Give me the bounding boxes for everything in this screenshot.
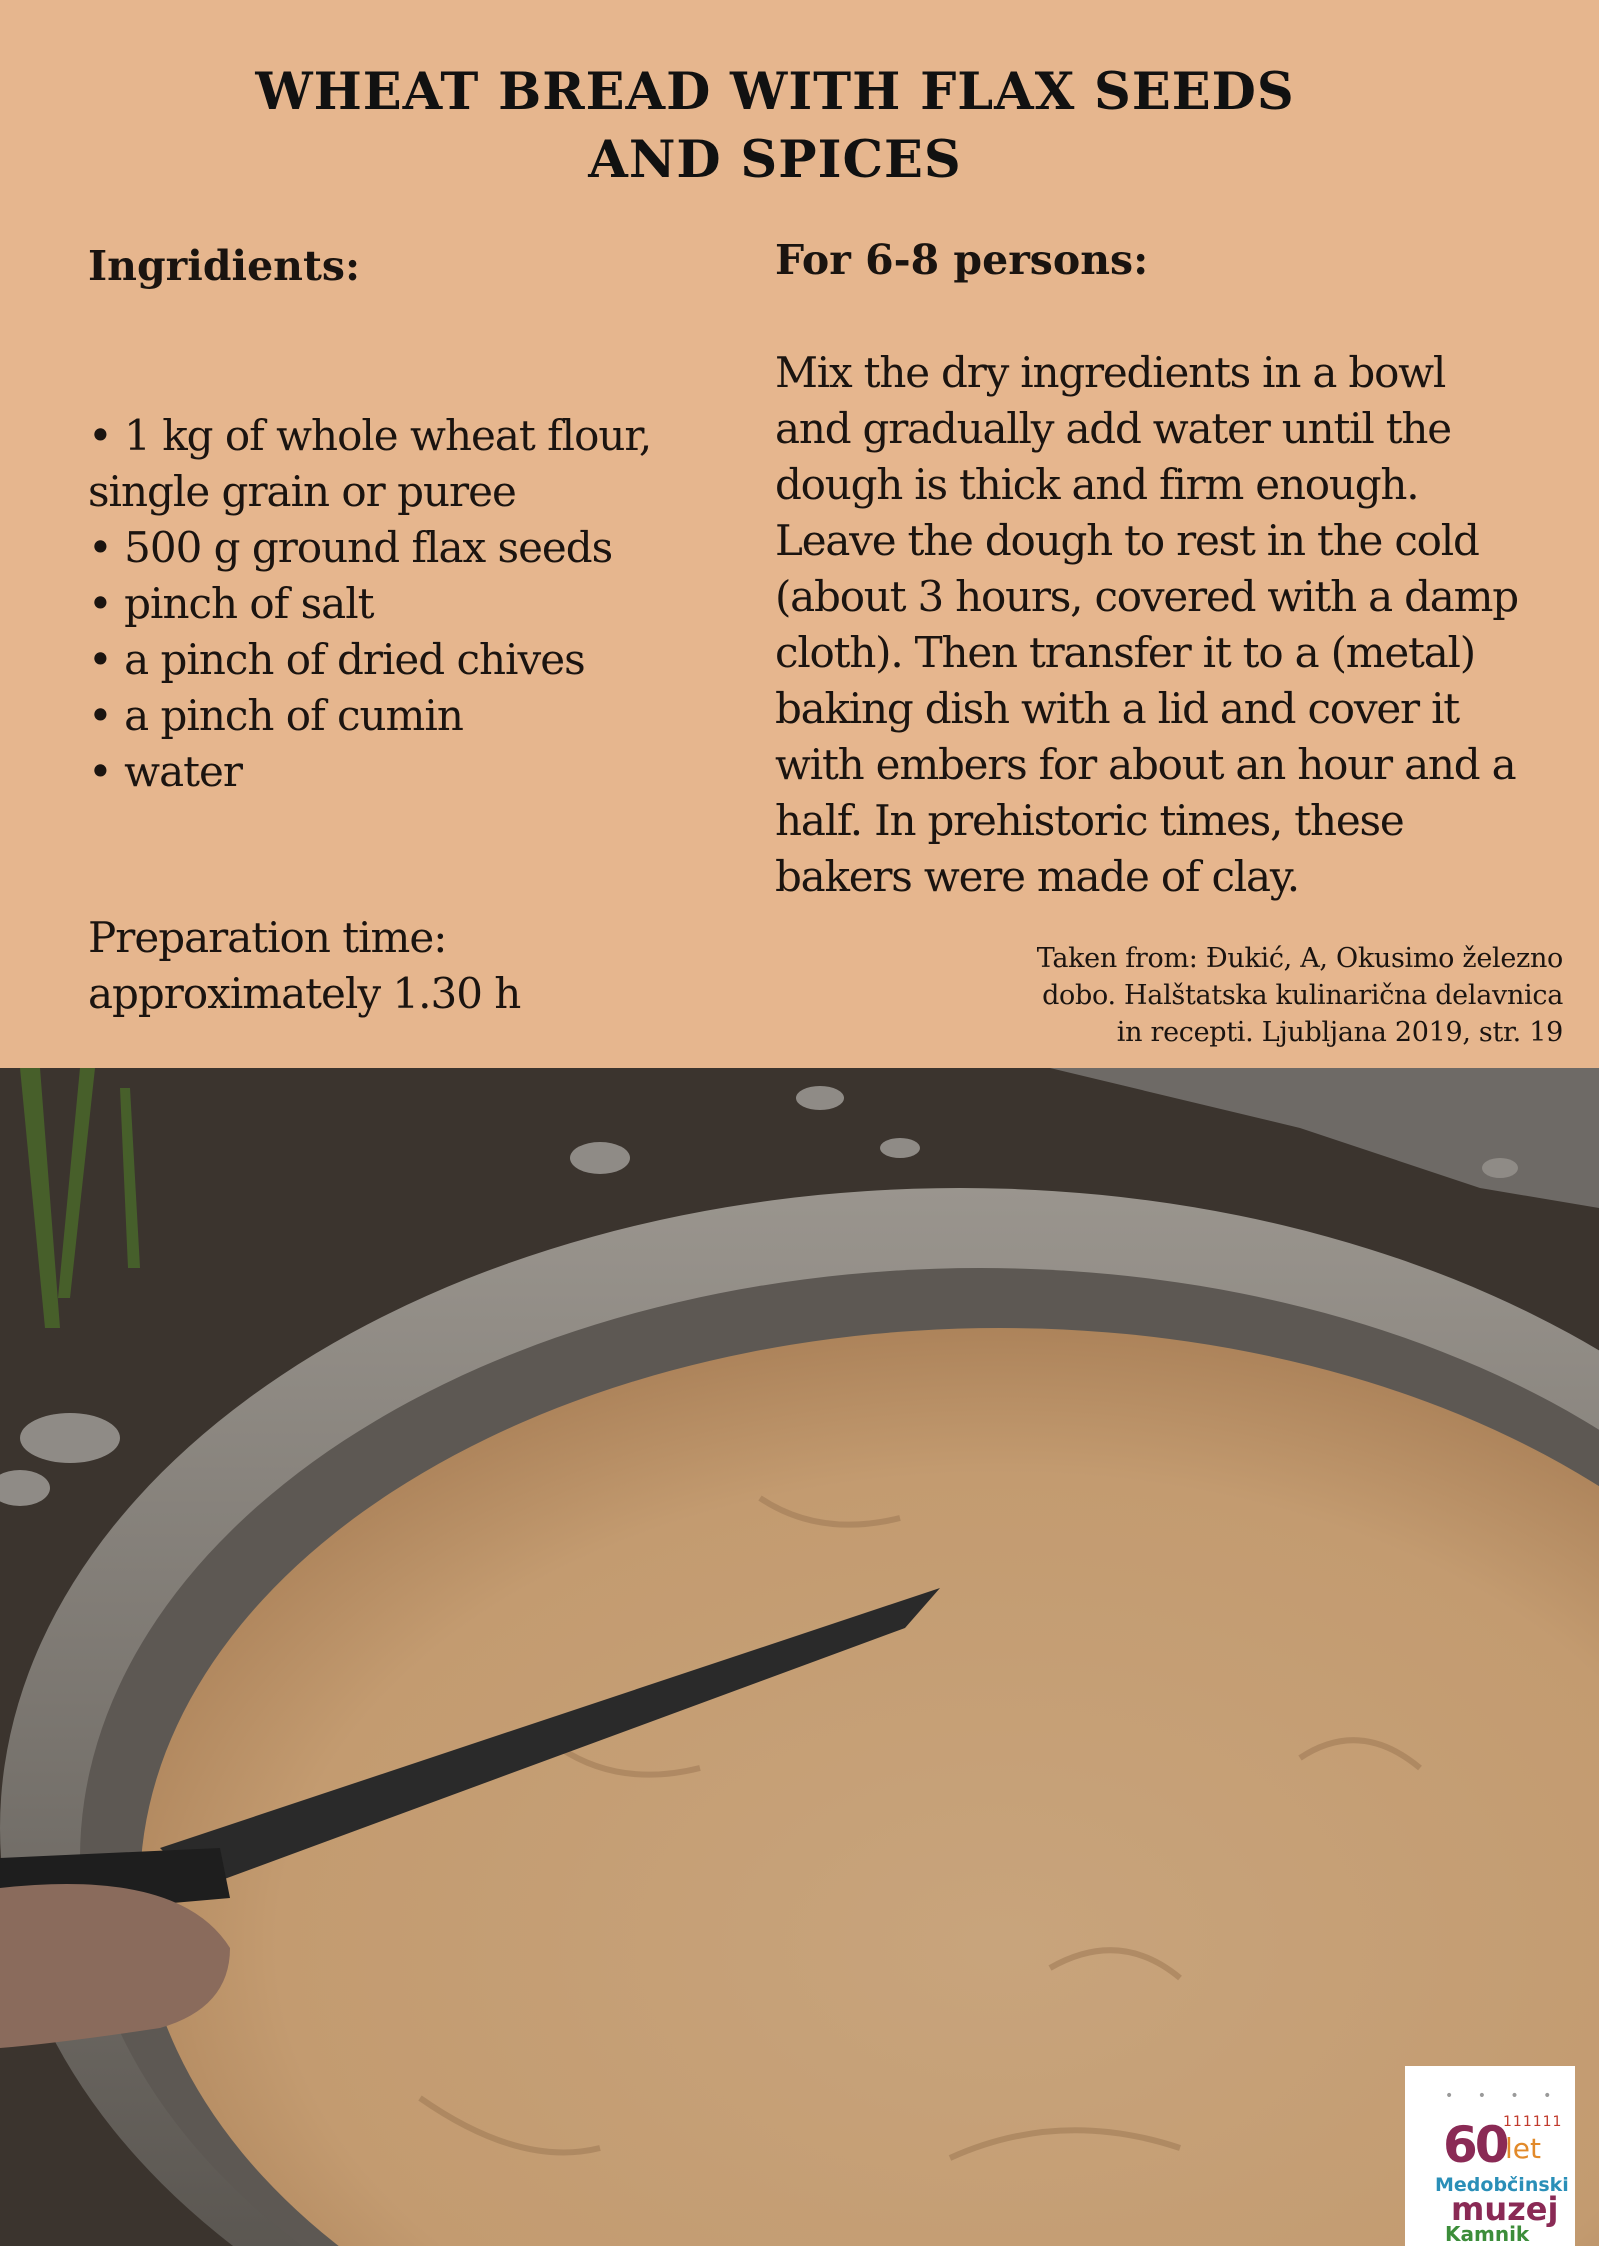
recipe-title xyxy=(0,58,1550,194)
preparation-label: Preparation time: xyxy=(88,913,447,962)
method-line: dough is thick and firm enough. xyxy=(775,460,1419,509)
bread-illustration xyxy=(0,1068,1599,2246)
method-line: Mix the dry ingredients in a bowl xyxy=(775,348,1446,397)
servings-heading: For 6-8 persons: xyxy=(775,236,1149,284)
method-line: and gradually add water until the xyxy=(775,404,1451,453)
method-line: cloth). Then transfer it to a (metal) xyxy=(775,628,1475,677)
preparation-value: approximately 1.30 h xyxy=(88,969,521,1018)
list-item: single grain or puree xyxy=(88,467,516,516)
logo-number: 60 xyxy=(1443,2116,1507,2174)
method-text xyxy=(775,345,1555,905)
ingredients-heading: Ingridients: xyxy=(88,242,361,290)
method-line: (about 3 hours, covered with a damp xyxy=(775,572,1518,621)
list-item: • water xyxy=(88,747,242,796)
list-item: • 1 kg of whole wheat flour, xyxy=(88,411,652,460)
logo-line-3: Kamnik xyxy=(1445,2222,1530,2246)
list-item: • a pinch of cumin xyxy=(88,691,463,740)
source-line: in recepti. Ljubljana 2019, str. 19 xyxy=(1116,1017,1563,1048)
method-line: half. In prehistoric times, these xyxy=(775,796,1404,845)
method-line: Leave the dough to rest in the cold xyxy=(775,516,1479,565)
museum-logo: • • • • 111111 60 let Medobčinski muzej Kamnik xyxy=(1405,2066,1575,2246)
list-item: • a pinch of dried chives xyxy=(88,635,585,684)
method-line: with embers for about an hour and a xyxy=(775,740,1516,789)
source-citation xyxy=(863,940,1563,1051)
list-item: • pinch of salt xyxy=(88,579,374,628)
source-line: Taken from: Đukić, A, Okusimo železno xyxy=(1036,943,1563,974)
recipe-text-panel xyxy=(0,0,1599,1068)
list-item: • 500 g ground flax seeds xyxy=(88,523,613,572)
method-line: bakers were made of clay. xyxy=(775,852,1299,901)
logo-line-2: muzej xyxy=(1451,2190,1559,2228)
logo-line-1: Medobčinski xyxy=(1435,2174,1569,2196)
method-line: baking dish with a lid and cover it xyxy=(775,684,1459,733)
logo-ticks: 111111 xyxy=(1503,2114,1563,2130)
source-line: dobo. Halštatska kulinarična delavnica xyxy=(1042,980,1563,1011)
logo-let: let xyxy=(1505,2132,1541,2165)
title-line-1: WHEAT BREAD WITH FLAX SEEDS xyxy=(255,62,1295,122)
bread-photo xyxy=(0,1068,1599,2246)
preparation-time xyxy=(88,910,728,1022)
title-line-2: AND SPICES xyxy=(588,130,962,190)
ingredients-list xyxy=(88,408,728,800)
